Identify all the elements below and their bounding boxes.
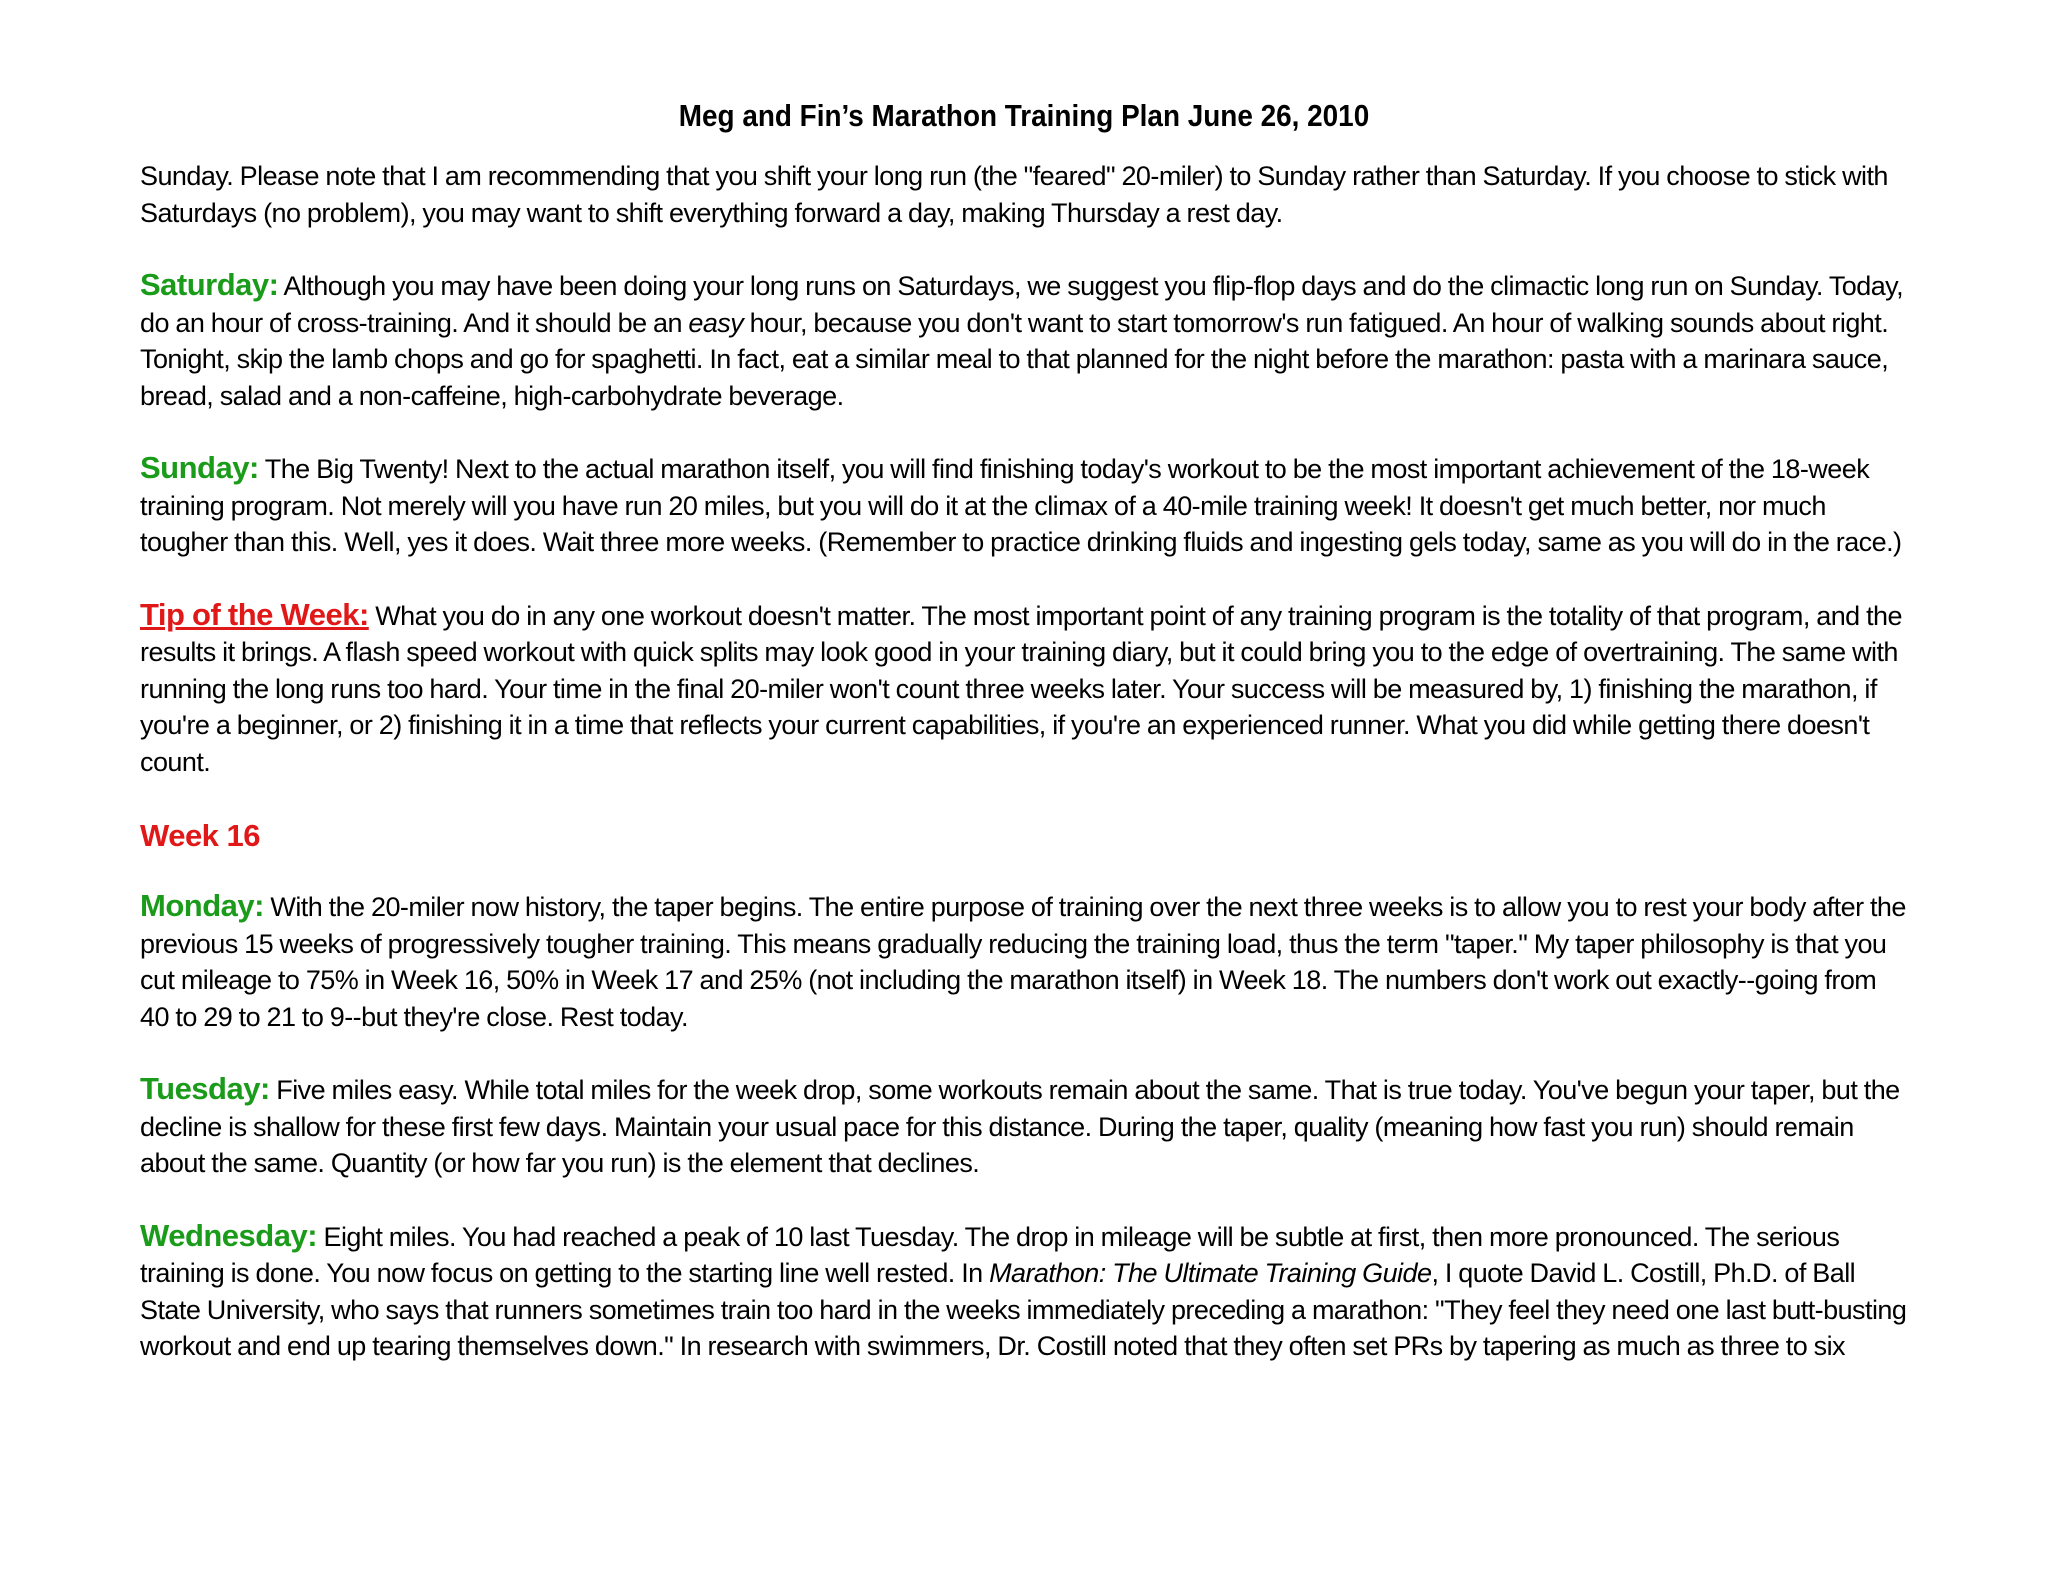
- wednesday-text-after: , I quote David L. Costill, Ph.D. of Ball State University, who says that runners sometimes train too hard in the weeks immediately preceding a marathon: "They feel they need one last butt-busting workout and end up tearing themselves down." In research with swimmers, Dr. Costill noted that they often set PRs by tapering as much as three to six: [140, 1258, 1907, 1361]
- sunday-paragraph: [140, 450, 1908, 561]
- saturday-text-before: Although you may have been doing your long runs on Saturdays, we suggest you flip-flop days and do the climactic long run on Sunday. Today, do an hour of cross-training. And it should be an: [140, 271, 1904, 338]
- monday-heading: Monday:: [140, 888, 264, 923]
- saturday-emphasis: easy: [688, 307, 744, 338]
- document-page: [140, 92, 1908, 1401]
- saturday-heading: Saturday:: [140, 267, 279, 302]
- wednesday-text-before: Eight miles. You had reached a peak of 10 last Tuesday. The drop in mileage will be subtle at first, then more pronounced. The serious training is done. You now focus on getting to the starting line well rested. In: [140, 1221, 1840, 1288]
- wednesday-paragraph: [140, 1218, 1908, 1365]
- saturday-paragraph: [140, 267, 1908, 414]
- document-title: Meg and Fin’s Marathon Training Plan June 26, 2010: [678, 98, 1370, 133]
- sunday-heading: Sunday:: [140, 450, 259, 485]
- saturday-text-after: hour, because you don't want to start tomorrow's run fatigued. An hour of walking sounds about right. Tonight, skip the lamb chops and go for spaghetti. In fact, eat a similar meal to that planned for the night before the marathon: pasta with a marinara sauce, bread, salad and a non-caffeine, high-carbohydrate beverage.: [140, 307, 1889, 411]
- monday-text: With the 20-miler now history, the taper begins. The entire purpose of training over the next three weeks is to allow you to rest your body after the previous 15 weeks of progressively tougher training. This means gradually reducing the training load, thus the term "taper." My taper philosophy is that you cut mileage to 75% in Week 16, 50% in Week 17 and 25% (not including the marathon itself) in Week 18. The numbers don't work out exactly--going from 40 to 29 to 21 to 9--but they're close. Rest today.: [140, 892, 1906, 1032]
- wednesday-book-title: Marathon: The Ultimate Training Guide: [989, 1258, 1432, 1288]
- monday-paragraph: [140, 888, 1908, 1035]
- tuesday-heading: Tuesday:: [140, 1071, 270, 1106]
- sunday-text: The Big Twenty! Next to the actual marathon itself, you will find finishing today's workout to be the most important achievement of the 18-week training program. Not merely will you have run 20 miles, but you will do it at the climax of a 40-mile training week! It doesn't get much better, nor much tougher than this. Well, yes it does. Wait three more weeks. (Remember to practice drinking fluids and ingesting gels today, same as you will do in the race.): [140, 454, 1902, 557]
- tuesday-paragraph: [140, 1071, 1908, 1182]
- tip-text: What you do in any one workout doesn't matter. The most important point of any training program is the totality of that program, and the results it brings. A flash speed workout with quick splits may look good in your training diary, but it could bring you to the edge of overtraining. The same with running the long runs too hard. Your time in the final 20-miler won't count three weeks later. Your success will be measured by, 1) finishing the marathon, if you're a beginner, or 2) finishing it in a time that reflects your current capabilities, if you're an experienced runner. What you did while getting there doesn't count.: [140, 600, 1902, 777]
- week-heading: Week 16: [140, 818, 261, 853]
- tip-heading: Tip of the Week:: [140, 596, 369, 632]
- intro-text: Sunday. Please note that I am recommending that you shift your long run (the "feared" 20-miler) to Sunday rather than Saturday. If you choose to stick with Saturdays (no problem), you may want to shift everything forward a day, making Thursday a rest day.: [140, 161, 1888, 228]
- tuesday-text: Five miles easy. While total miles for the week drop, some workouts remain about the same. That is true today. You've begun your taper, but the decline is shallow for these first few days. Maintain your usual pace for this distance. During the taper, quality (meaning how fast you run) should remain about the same. Quantity (or how far you run) is the element that declines.: [140, 1075, 1900, 1178]
- intro-paragraph: [140, 158, 1908, 231]
- tip-paragraph: [140, 597, 1908, 781]
- wednesday-heading: Wednesday:: [140, 1217, 318, 1253]
